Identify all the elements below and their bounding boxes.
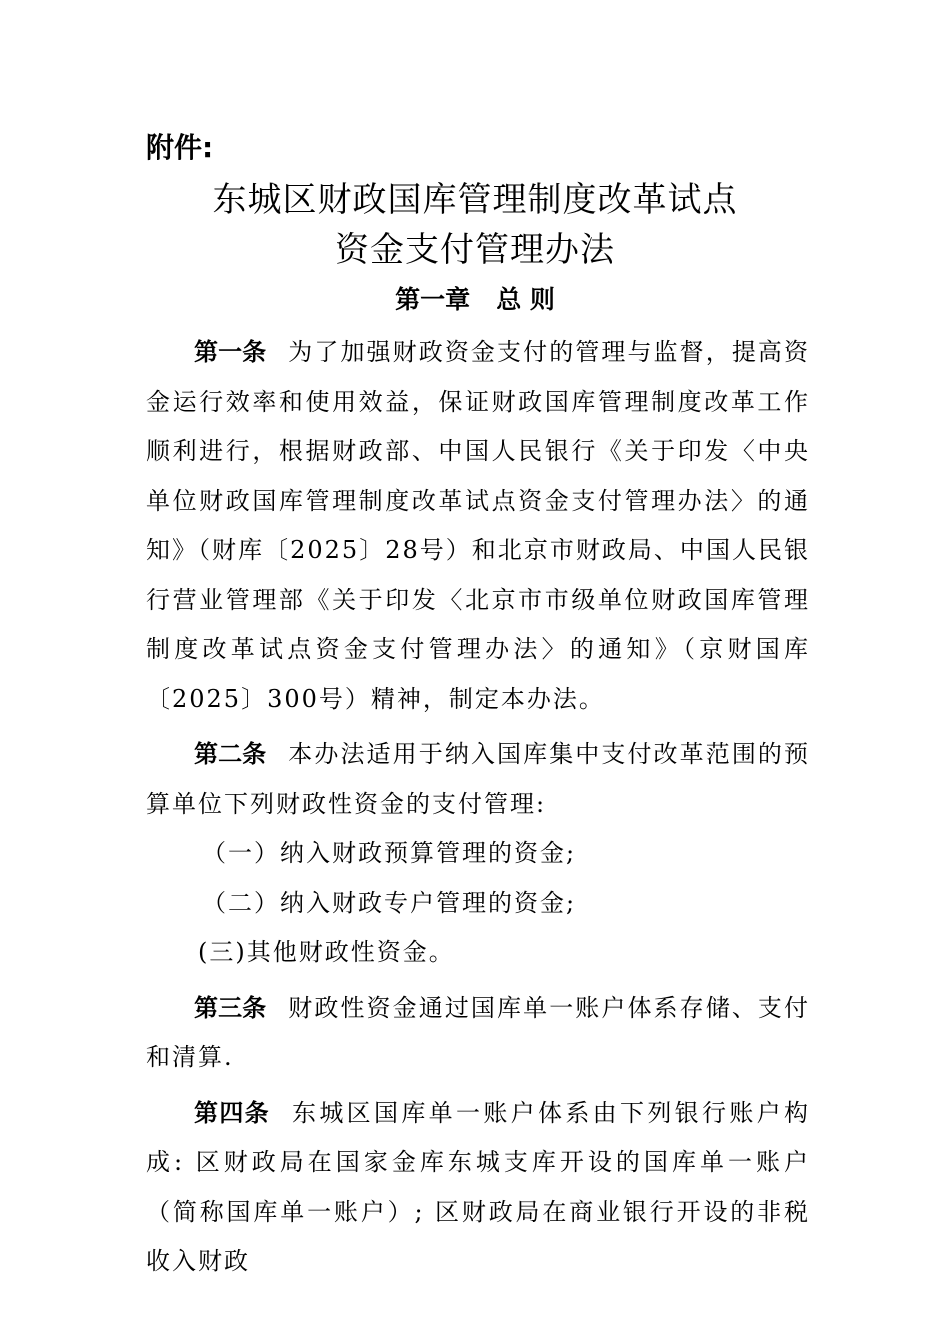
article-2: [146, 730, 810, 829]
article-text: 东城区国库单一账户体系由下列银行账户构成: 区财政局在国家金库东城支库开设的国库单一账户（简称国库单一账户）; 区财政局在商业银行开设的非税收入财政: [146, 1098, 810, 1275]
attachment-label: 附件:: [146, 131, 214, 164]
article-label: 第四条: [194, 1098, 270, 1127]
list-item: （二）纳入财政专户管理的资金;: [202, 888, 577, 917]
article-text: 财政性资金通过国库单一账户体系存储、支付和清算.: [146, 993, 811, 1071]
article-label: 第二条: [194, 740, 267, 768]
list-item: (三)其他财政性资金。: [198, 938, 455, 966]
article-4: [146, 1089, 810, 1287]
list-item: （一）纳入财政预算管理的资金;: [202, 839, 577, 867]
article-text: 本办法适用于纳入国库集中支付改革范围的预算单位下列财政性资金的支付管理:: [146, 740, 811, 818]
article-1: [146, 328, 810, 724]
article-text: 为了加强财政资金支付的管理与监督，提高资金运行效率和使用效益，保证财政国库管理制度改革工作顺利进行，根据财政部、中国人民银行《关于印发〈中央单位财政国库管理制度改革试点资金支付管理办法〉的通知》（财库〔2025〕28号）和北京市财政局、中国人民银行营业管理部《关于印发〈北京市市级单位财政国库管理制度改革试点资金支付管理办法〉的通知》（京财国库〔2025〕300号）精神，制定本办法。: [146, 338, 811, 713]
article-label: 第三条: [194, 993, 267, 1022]
document-body: [146, 328, 810, 1287]
article-label: 第一条: [194, 338, 267, 366]
document-title-line-2: 资金支付管理办法: [335, 230, 615, 270]
document-title-line-1: 东城区财政国库管理制度改革试点: [212, 180, 738, 220]
article-3: [146, 984, 810, 1083]
chapter-heading: 第一章 总 则: [395, 285, 555, 314]
